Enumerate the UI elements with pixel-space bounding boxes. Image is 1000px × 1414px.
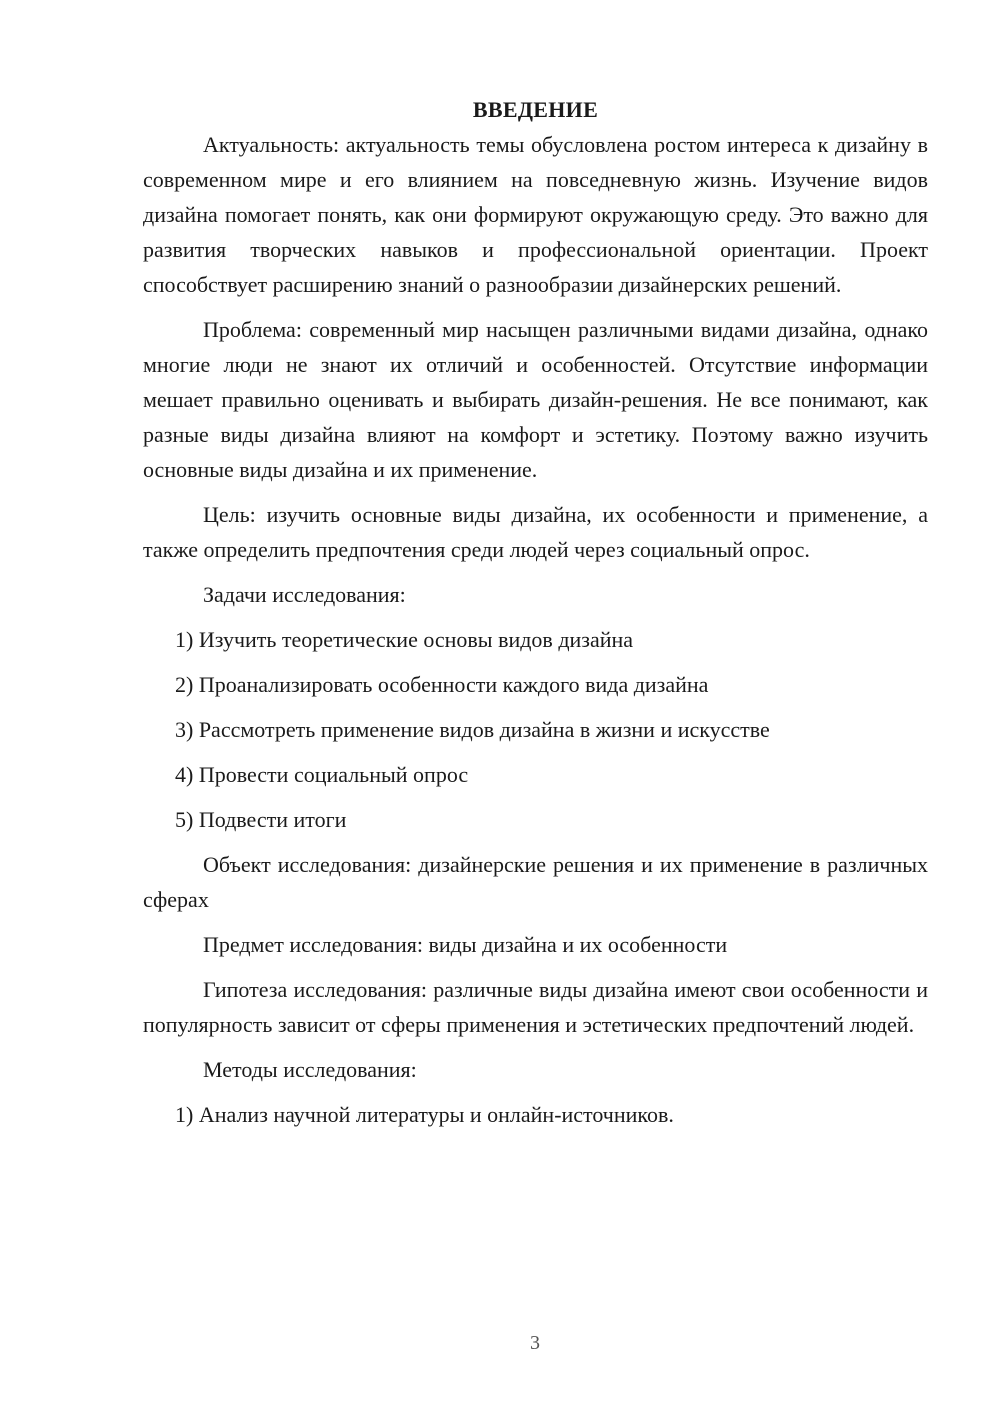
hypothesis-paragraph: Гипотеза исследования: различные виды дизайна имеют свои особенности и популярность зависит от сферы применения и эстетических предпочтений людей. <box>143 977 928 1037</box>
task-item: 3) Рассмотреть применение видов дизайна в жизни и искусстве <box>175 717 770 742</box>
problem-paragraph: Проблема: современный мир насыщен различными видами дизайна, однако многие люди не знают их отличий и особенностей. Отсутствие информации мешает правильно оценивать и выбирать дизайн-решения. Не все понимают, как разные виды дизайна влияют на комфорт и эстетику. Поэтому важно изучить основные виды дизайна и их применение. <box>143 317 928 482</box>
methods-heading: Методы исследования: <box>203 1057 417 1082</box>
subject-paragraph: Предмет исследования: виды дизайна и их особенности <box>203 932 728 957</box>
page-number: 3 <box>530 1332 540 1354</box>
methods-list <box>143 1097 928 1132</box>
section-title: ВВЕДЕНИЕ <box>472 97 599 122</box>
object-paragraph: Объект исследования: дизайнерские решения и их применение в различных сферах <box>143 852 928 912</box>
task-item: 5) Подвести итоги <box>175 807 347 832</box>
method-item: 1) Анализ научной литературы и онлайн-источников. <box>175 1102 674 1127</box>
tasks-list <box>143 622 928 837</box>
document-page <box>143 92 928 1142</box>
tasks-heading: Задачи исследования: <box>203 582 406 607</box>
task-item: 4) Провести социальный опрос <box>175 762 469 787</box>
goal-paragraph: Цель: изучить основные виды дизайна, их особенности и применение, а также определить предпочтения среди людей через социальный опрос. <box>143 502 928 562</box>
relevance-paragraph: Актуальность: актуальность темы обусловлена ростом интереса к дизайну в современном мире и его влиянием на повседневную жизнь. Изучение видов дизайна помогает понять, как они формируют окружающую среду. Это важно для развития творческих навыков и профессиональной ориентации. Проект способствует расширению знаний о разнообразии дизайнерских решений. <box>143 132 928 297</box>
task-item: 2) Проанализировать особенности каждого вида дизайна <box>175 672 709 697</box>
task-item: 1) Изучить теоретические основы видов дизайна <box>175 627 634 652</box>
